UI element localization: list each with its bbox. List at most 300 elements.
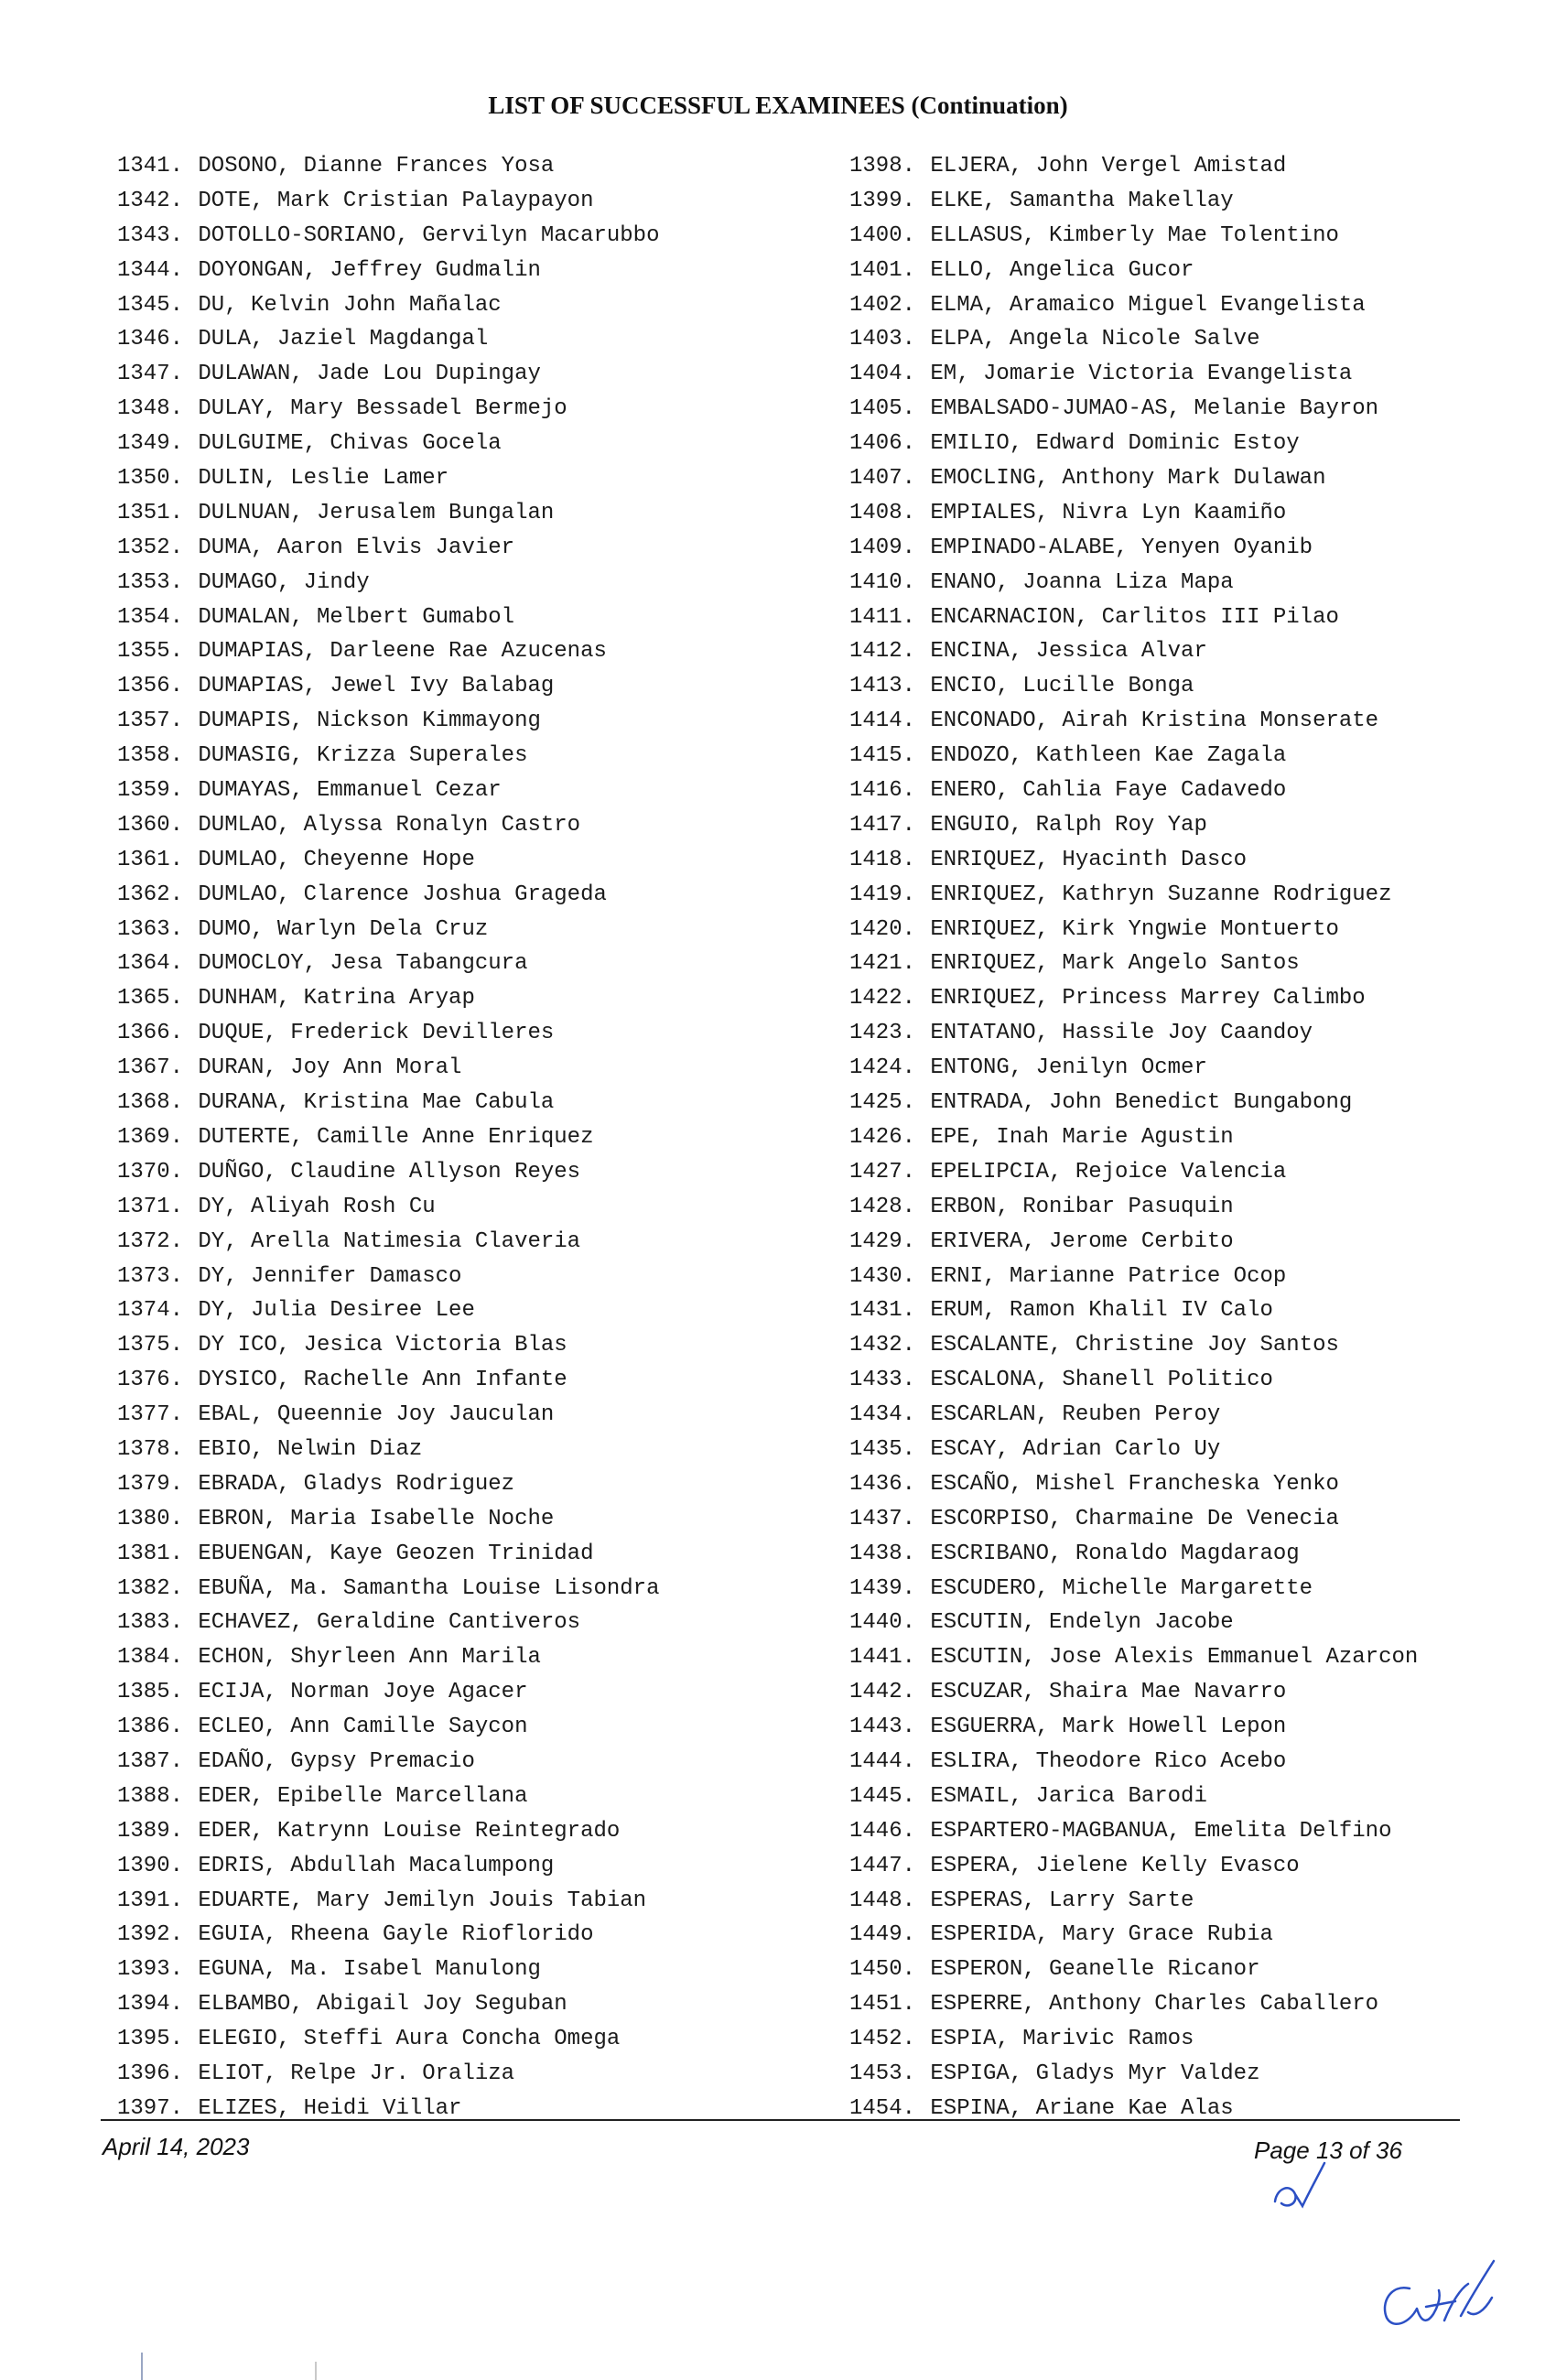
examinee-name: ESGUERRA, Mark Howell Lepon: [930, 1715, 1287, 1740]
examinee-name: EBRON, Maria Isabelle Noche: [198, 1506, 555, 1531]
examinee-entry: [101, 531, 660, 566]
entry-number: 1342.: [116, 188, 183, 213]
examinee-entry: [101, 322, 660, 357]
entry-number: 1423.: [848, 1021, 915, 1046]
examinee-name: ESCUZAR, Shaira Mae Navarro: [930, 1680, 1287, 1705]
entry-number: 1410.: [848, 569, 915, 595]
examinee-name: DURANA, Kristina Mae Cabula: [198, 1090, 555, 1116]
entry-number: 1351.: [116, 500, 183, 525]
examinee-entry: [101, 1225, 660, 1260]
examinee-name: ELMA, Aramaico Miguel Evangelista: [930, 292, 1366, 318]
examinee-entry: [101, 739, 660, 774]
entry-number: 1441.: [848, 1645, 915, 1671]
examinee-entry: [833, 531, 1418, 566]
examinee-name: ESMAIL, Jarica Barodi: [930, 1783, 1207, 1809]
examinee-name: ELIZES, Heidi Villar: [198, 2095, 462, 2121]
examinee-name: EDUARTE, Mary Jemilyn Jouis Tabian: [198, 1888, 647, 1913]
entry-number: 1368.: [116, 1090, 183, 1116]
examinee-name: ELIOT, Relpe Jr. Oraliza: [198, 2061, 515, 2086]
entry-number: 1414.: [848, 709, 915, 734]
examinee-entry: [833, 219, 1418, 254]
examinee-name: ENCARNACION, Carlitos III Pilao: [930, 604, 1339, 630]
examinee-entry: [101, 1363, 660, 1398]
examinee-entry: [101, 634, 660, 669]
examinee-name: DY ICO, Jesica Victoria Blas: [198, 1333, 567, 1358]
examinee-entry: [101, 1328, 660, 1363]
footer-divider: [101, 2119, 1460, 2121]
entry-number: 1347.: [116, 362, 183, 387]
examinee-entry: [833, 427, 1418, 461]
examinee-name: ENANO, Joanna Liza Mapa: [930, 569, 1234, 595]
examinee-entry: [101, 149, 660, 184]
examinee-entry: [101, 1467, 660, 1502]
examinee-name: ERNI, Marianne Patrice Ocop: [930, 1263, 1287, 1289]
examinee-entry: [101, 1780, 660, 1814]
examinee-entry: [833, 2092, 1418, 2126]
examinee-entry: [833, 1987, 1418, 2022]
examinee-entry: [101, 1537, 660, 1572]
examinee-name: DULAWAN, Jade Lou Dupingay: [198, 362, 541, 387]
examinee-name: ENCIO, Lucille Bonga: [930, 674, 1194, 699]
page-title: LIST OF SUCCESSFUL EXAMINEES (Continuation): [488, 92, 1068, 119]
examinee-name: ELBAMBO, Abigail Joy Seguban: [198, 1992, 567, 2018]
examinee-name: ENTATANO, Hassile Joy Caandoy: [930, 1021, 1313, 1046]
examinee-name: ELLASUS, Kimberly Mae Tolentino: [930, 222, 1339, 248]
entry-number: 1425.: [848, 1090, 915, 1116]
examinee-name: ENRIQUEZ, Kirk Yngwie Montuerto: [930, 916, 1339, 942]
entry-number: 1433.: [848, 1368, 915, 1393]
examinee-entry: [101, 1260, 660, 1294]
examinee-name: ERIVERA, Jerome Cerbito: [930, 1228, 1234, 1254]
examinee-entry: [101, 774, 660, 808]
examinee-name: EPE, Inah Marie Agustin: [930, 1124, 1234, 1150]
examinee-name: DUMAPIAS, Darleene Rae Azucenas: [198, 639, 607, 665]
examinee-name: ESCALONA, Shanell Politico: [930, 1368, 1273, 1393]
examinee-name: DULGUIME, Chivas Gocela: [198, 431, 502, 457]
entry-number: 1432.: [848, 1333, 915, 1358]
examinee-entry: [101, 981, 660, 1016]
entry-number: 1449.: [848, 1922, 915, 1948]
entry-number: 1392.: [116, 1922, 183, 1948]
examinee-entry: [833, 669, 1418, 704]
entry-number: 1443.: [848, 1715, 915, 1740]
examinee-name: ERUM, Ramon Khalil IV Calo: [930, 1298, 1273, 1324]
entry-number: 1379.: [116, 1471, 183, 1497]
examinee-name: DUQUE, Frederick Devilleres: [198, 1021, 555, 1046]
examinee-name: ESPINA, Ariane Kae Alas: [930, 2095, 1234, 2121]
examinee-name: ESPARTERO-MAGBANUA, Emelita Delfino: [930, 1818, 1392, 1844]
examinee-entry: [101, 1675, 660, 1710]
examinee-name: DOTOLLO-SORIANO, Gervilyn Macarubbo: [198, 222, 660, 248]
examinee-entry: [101, 1086, 660, 1120]
examinee-name: ESPERA, Jielene Kelly Evasco: [930, 1853, 1300, 1878]
examinee-name: ELJERA, John Vergel Amistad: [930, 154, 1287, 178]
examinee-entry: [101, 1120, 660, 1155]
examinee-entry: [101, 878, 660, 913]
examinee-entry: [833, 1640, 1418, 1675]
examinee-entry: [101, 427, 660, 461]
entry-number: 1401.: [848, 257, 915, 283]
entry-number: 1435.: [848, 1436, 915, 1462]
entry-number: 1386.: [116, 1715, 183, 1740]
entry-number: 1346.: [116, 327, 183, 352]
examinee-entry: [101, 1398, 660, 1433]
entry-number: 1381.: [116, 1541, 183, 1566]
examinee-name: DUMASIG, Krizza Superales: [198, 743, 528, 769]
examinee-entry: [833, 878, 1418, 913]
examinee-entry: [833, 774, 1418, 808]
examinee-entry: [833, 704, 1418, 739]
examinee-entry: [101, 913, 660, 947]
examinee-name: ECHON, Shyrleen Ann Marila: [198, 1645, 541, 1671]
examinee-entry: [101, 600, 660, 635]
examinee-name: EMBALSADO-JUMAO-AS, Melanie Bayron: [930, 396, 1379, 422]
examinee-entry: [101, 1710, 660, 1745]
entry-number: 1359.: [116, 778, 183, 804]
examinee-entry: [833, 1260, 1418, 1294]
entry-number: 1357.: [116, 709, 183, 734]
entry-number: 1365.: [116, 986, 183, 1012]
entry-number: 1377.: [116, 1402, 183, 1428]
examinee-entry: [833, 184, 1418, 219]
examinee-entry: [833, 1225, 1418, 1260]
examinee-entry: [833, 1780, 1418, 1814]
examinee-entry: [833, 843, 1418, 878]
examinee-entry: [833, 913, 1418, 947]
examinee-name: DULNUAN, Jerusalem Bungalan: [198, 500, 555, 525]
entry-number: 1378.: [116, 1436, 183, 1462]
examinee-entry: [833, 1814, 1418, 1849]
examinee-name: ESCAÑO, Mishel Francheska Yenko: [930, 1471, 1339, 1497]
examinee-entry: [101, 1293, 660, 1328]
examinee-entry: [833, 1953, 1418, 1987]
examinee-entry: [101, 669, 660, 704]
examinee-entry: [833, 1051, 1418, 1086]
entry-number: 1439.: [848, 1575, 915, 1601]
examinee-entry: [833, 1745, 1418, 1780]
entry-number: 1407.: [848, 466, 915, 492]
examinee-name: DU, Kelvin John Mañalac: [198, 292, 502, 318]
entry-number: 1419.: [848, 882, 915, 907]
entry-number: 1422.: [848, 986, 915, 1012]
entry-number: 1453.: [848, 2061, 915, 2086]
examinee-name: DY, Jennifer Damasco: [198, 1263, 462, 1289]
handwritten-signature: [1373, 2234, 1519, 2343]
examinee-name: ESPIA, Marivic Ramos: [930, 2027, 1194, 2052]
examinee-entry: [101, 1433, 660, 1467]
examinee-name: ELLO, Angelica Gucor: [930, 257, 1194, 283]
examinee-entry: [833, 461, 1418, 496]
entry-number: 1406.: [848, 431, 915, 457]
examinee-name: DOTE, Mark Cristian Palaypayon: [198, 188, 594, 213]
entry-number: 1438.: [848, 1541, 915, 1566]
entry-number: 1350.: [116, 466, 183, 492]
examinee-name: ESCORPISO, Charmaine De Venecia: [930, 1506, 1339, 1531]
entry-number: 1448.: [848, 1888, 915, 1913]
examinee-entry: [101, 2022, 660, 2057]
examinee-entry: [833, 1675, 1418, 1710]
examinee-name: ELPA, Angela Nicole Salve: [930, 327, 1260, 352]
examinee-name: ESPERAS, Larry Sarte: [930, 1888, 1194, 1913]
entry-number: 1408.: [848, 500, 915, 525]
examinee-name: DULAY, Mary Bessadel Bermejo: [198, 396, 567, 422]
examinee-entry: [833, 1606, 1418, 1640]
examinee-entry: [101, 808, 660, 843]
entry-number: 1395.: [116, 2027, 183, 2052]
entry-number: 1421.: [848, 951, 915, 977]
examinee-entry: [101, 288, 660, 323]
examinee-entry: [833, 357, 1418, 392]
entry-number: 1375.: [116, 1333, 183, 1358]
examinee-name: EPELIPCIA, Rejoice Valencia: [930, 1159, 1287, 1185]
entry-number: 1412.: [848, 639, 915, 665]
examinee-entry: [101, 1884, 660, 1919]
examinee-entry: [833, 322, 1418, 357]
examinee-name: ESPIGA, Gladys Myr Valdez: [930, 2061, 1260, 2086]
examinee-entry: [833, 1328, 1418, 1363]
examinee-entry: [833, 566, 1418, 600]
examinee-entry: [101, 392, 660, 427]
examinee-name: EBUÑA, Ma. Samantha Louise Lisondra: [198, 1575, 660, 1601]
examinee-name: EGUIA, Rheena Gayle Rioflorido: [198, 1922, 594, 1948]
examinee-name: ENRIQUEZ, Hyacinth Dasco: [930, 847, 1248, 872]
entry-number: 1356.: [116, 674, 183, 699]
entry-number: 1367.: [116, 1055, 183, 1081]
examinee-name: ECHAVEZ, Geraldine Cantiveros: [198, 1610, 581, 1636]
examinee-name: ESPERRE, Anthony Charles Caballero: [930, 1992, 1379, 2018]
examinee-entry: [101, 947, 660, 981]
entry-number: 1429.: [848, 1228, 915, 1254]
entry-number: 1390.: [116, 1853, 183, 1878]
entry-number: 1361.: [116, 847, 183, 872]
examinee-name: EM, Jomarie Victoria Evangelista: [930, 362, 1353, 387]
examinee-entry: [833, 1086, 1418, 1120]
examinee-name: DUMO, Warlyn Dela Cruz: [198, 916, 489, 942]
entry-number: 1396.: [116, 2061, 183, 2086]
examinee-entry: [101, 1016, 660, 1051]
entry-number: 1409.: [848, 535, 915, 560]
examinee-name: DUTERTE, Camille Anne Enriquez: [198, 1124, 594, 1150]
entry-number: 1451.: [848, 1992, 915, 2018]
entry-number: 1452.: [848, 2027, 915, 2052]
entry-number: 1366.: [116, 1021, 183, 1046]
examinee-name: ENERO, Cahlia Faye Cadavedo: [930, 778, 1287, 804]
examinee-name: DUMLAO, Alyssa Ronalyn Castro: [198, 812, 581, 838]
examinee-entry: [101, 843, 660, 878]
examinee-entry: [101, 1953, 660, 1987]
examinee-entry: [833, 1433, 1418, 1467]
examinee-name: ESCRIBANO, Ronaldo Magdaraog: [930, 1541, 1300, 1566]
entry-number: 1445.: [848, 1783, 915, 1809]
examinee-entry: [101, 1502, 660, 1537]
entry-number: 1399.: [848, 188, 915, 213]
examinee-name: ESCAY, Adrian Carlo Uy: [930, 1436, 1221, 1462]
examinee-entry: [101, 1918, 660, 1953]
entry-number: 1369.: [116, 1124, 183, 1150]
entry-number: 1345.: [116, 292, 183, 318]
examinee-entry: [101, 1745, 660, 1780]
examinee-entry: [833, 1190, 1418, 1225]
entry-number: 1411.: [848, 604, 915, 630]
examinee-name: DULIN, Leslie Lamer: [198, 466, 449, 492]
entry-number: 1413.: [848, 674, 915, 699]
examinee-name: DY, Arella Natimesia Claveria: [198, 1228, 581, 1254]
examinee-name: DY, Julia Desiree Lee: [198, 1298, 475, 1324]
entry-number: 1434.: [848, 1402, 915, 1428]
entry-number: 1362.: [116, 882, 183, 907]
entry-number: 1398.: [848, 154, 915, 178]
initials-signature: [1268, 2156, 1341, 2220]
examinee-name: DUMAYAS, Emmanuel Cezar: [198, 778, 502, 804]
examinee-name: DUMALAN, Melbert Gumabol: [198, 604, 515, 630]
examinee-name: ENCONADO, Airah Kristina Monserate: [930, 709, 1379, 734]
entry-number: 1420.: [848, 916, 915, 942]
entry-number: 1430.: [848, 1263, 915, 1289]
examinee-entry: [833, 392, 1418, 427]
examinee-name: ESCUTIN, Endelyn Jacobe: [930, 1610, 1234, 1636]
entry-number: 1374.: [116, 1298, 183, 1324]
entry-number: 1385.: [116, 1680, 183, 1705]
examinee-name: DUMOCLOY, Jesa Tabangcura: [198, 951, 528, 977]
entry-number: 1444.: [848, 1748, 915, 1774]
footer-date: April 14, 2023: [103, 2133, 250, 2160]
entry-number: 1416.: [848, 778, 915, 804]
examinee-name: EBUENGAN, Kaye Geozen Trinidad: [198, 1541, 594, 1566]
entry-number: 1355.: [116, 639, 183, 665]
examinee-entry: [833, 808, 1418, 843]
entry-number: 1372.: [116, 1228, 183, 1254]
examinee-name: EDER, Katrynn Louise Reintegrado: [198, 1818, 621, 1844]
examinee-entry: [101, 254, 660, 288]
examinee-entry: [833, 1467, 1418, 1502]
entry-number: 1376.: [116, 1368, 183, 1393]
examinee-name: ECIJA, Norman Joye Agacer: [198, 1680, 528, 1705]
entry-number: 1380.: [116, 1506, 183, 1531]
entry-number: 1341.: [116, 154, 183, 178]
examinee-entry: [833, 981, 1418, 1016]
entry-number: 1418.: [848, 847, 915, 872]
examinee-name: DURAN, Joy Ann Moral: [198, 1055, 462, 1081]
examinee-entry: [101, 1849, 660, 1884]
entry-number: 1447.: [848, 1853, 915, 1878]
entry-number: 1417.: [848, 812, 915, 838]
examinee-name: DUNHAM, Katrina Aryap: [198, 986, 475, 1012]
examinee-name: ENGUIO, Ralph Roy Yap: [930, 812, 1207, 838]
examinee-entry: [101, 1606, 660, 1640]
entry-number: 1388.: [116, 1783, 183, 1809]
examinee-entry: [101, 1640, 660, 1675]
examinee-entry: [833, 1849, 1418, 1884]
entry-number: 1415.: [848, 743, 915, 769]
examinee-name: EMPIALES, Nivra Lyn Kaamiño: [930, 500, 1287, 525]
examinee-entry: [833, 947, 1418, 981]
examinee-entry: [833, 2022, 1418, 2057]
entry-number: 1405.: [848, 396, 915, 422]
examinee-entry: [833, 1710, 1418, 1745]
entry-number: 1383.: [116, 1610, 183, 1636]
entry-number: 1358.: [116, 743, 183, 769]
examinee-name: ESLIRA, Theodore Rico Acebo: [930, 1748, 1287, 1774]
examinee-entry: [101, 219, 660, 254]
examinee-name: ERBON, Ronibar Pasuquin: [930, 1194, 1234, 1219]
examinee-entry: [101, 1155, 660, 1190]
examinee-name: EBRADA, Gladys Rodriguez: [198, 1471, 515, 1497]
entry-number: 1397.: [116, 2095, 183, 2121]
examinee-entry: [833, 739, 1418, 774]
examinee-name: DUMAPIS, Nickson Kimmayong: [198, 709, 541, 734]
examinee-name: ESCUTIN, Jose Alexis Emmanuel Azarcon: [930, 1645, 1419, 1671]
examinee-name: DY, Aliyah Rosh Cu: [198, 1194, 436, 1219]
examinee-name: ESCUDERO, Michelle Margarette: [930, 1575, 1313, 1601]
entry-number: 1437.: [848, 1506, 915, 1531]
examinee-name: DUMAPIAS, Jewel Ivy Balabag: [198, 674, 555, 699]
entry-number: 1354.: [116, 604, 183, 630]
examinee-name: DYSICO, Rachelle Ann Infante: [198, 1368, 567, 1393]
entry-number: 1428.: [848, 1194, 915, 1219]
examinee-entry: [833, 1502, 1418, 1537]
entry-number: 1427.: [848, 1159, 915, 1185]
examinee-name: ESPERIDA, Mary Grace Rubia: [930, 1922, 1273, 1948]
examinee-entry: [833, 288, 1418, 323]
examinee-name: EBIO, Nelwin Diaz: [198, 1436, 423, 1462]
examinee-entry: [101, 566, 660, 600]
examinee-name: ESPERON, Geanelle Ricanor: [930, 1957, 1260, 1983]
entry-number: 1389.: [116, 1818, 183, 1844]
entry-number: 1364.: [116, 951, 183, 977]
entry-number: 1349.: [116, 431, 183, 457]
examinee-name: ENRIQUEZ, Princess Marrey Calimbo: [930, 986, 1366, 1012]
entry-number: 1391.: [116, 1888, 183, 1913]
scan-edge-marks: [0, 2343, 1556, 2380]
entry-number: 1402.: [848, 292, 915, 318]
examinee-name: ELEGIO, Steffi Aura Concha Omega: [198, 2027, 621, 2052]
examinee-name: ENDOZO, Kathleen Kae Zagala: [930, 743, 1287, 769]
examinee-entry: [101, 357, 660, 392]
examinee-entry: [833, 149, 1418, 184]
examinee-name: DUMLAO, Cheyenne Hope: [198, 847, 475, 872]
examinee-entry: [833, 1537, 1418, 1572]
examinee-list-right-column: [833, 149, 1418, 2126]
entry-number: 1431.: [848, 1298, 915, 1324]
entry-number: 1360.: [116, 812, 183, 838]
examinee-entry: [833, 2057, 1418, 2092]
examinee-name: DOSONO, Dianne Frances Yosa: [198, 154, 555, 178]
entry-number: 1363.: [116, 916, 183, 942]
entry-number: 1450.: [848, 1957, 915, 1983]
examinee-name: EDAÑO, Gypsy Premacio: [198, 1748, 475, 1774]
examinee-name: ESCALANTE, Christine Joy Santos: [930, 1333, 1339, 1358]
entry-number: 1384.: [116, 1645, 183, 1671]
examinee-entry: [833, 1572, 1418, 1606]
examinee-entry: [101, 461, 660, 496]
entry-number: 1393.: [116, 1957, 183, 1983]
examinee-name: DUÑGO, Claudine Allyson Reyes: [198, 1159, 581, 1185]
entry-number: 1373.: [116, 1263, 183, 1289]
entry-number: 1404.: [848, 362, 915, 387]
entry-number: 1440.: [848, 1610, 915, 1636]
examinee-entry: [833, 634, 1418, 669]
examinee-name: ENRIQUEZ, Kathryn Suzanne Rodriguez: [930, 882, 1392, 907]
examinee-entry: [101, 1572, 660, 1606]
examinee-name: DUMLAO, Clarence Joshua Grageda: [198, 882, 607, 907]
examinee-entry: [101, 1051, 660, 1086]
entry-number: 1348.: [116, 396, 183, 422]
examinee-name: DUMAGO, Jindy: [198, 569, 370, 595]
examinee-name: ESCARLAN, Reuben Peroy: [930, 1402, 1221, 1428]
examinee-name: EDER, Epibelle Marcellana: [198, 1783, 528, 1809]
footer-page-number: Page 13 of 36: [1254, 2137, 1402, 2164]
examinee-entry: [833, 1293, 1418, 1328]
